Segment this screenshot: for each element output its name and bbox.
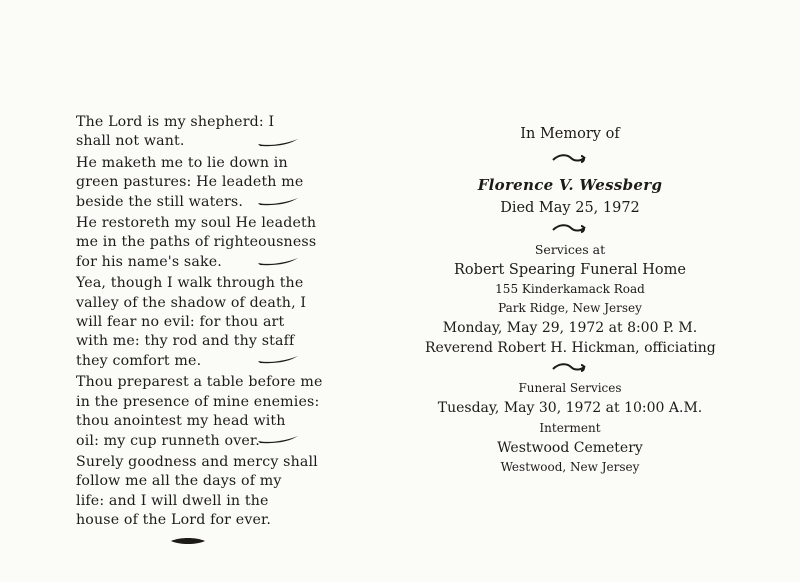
psalm-line: green pastures: He leadeth me: [76, 174, 304, 191]
psalm-line: house of the Lord for ever.: [76, 512, 272, 529]
funeral-home-address: 155 Kinderkamack Road: [495, 282, 645, 296]
psalm-stanza-2: [76, 154, 304, 212]
psalm-23-column: [76, 113, 323, 533]
cemetery-city: Westwood, New Jersey: [500, 460, 640, 474]
quill-flourish-icon: [256, 256, 300, 266]
psalm-stanza-6: [76, 453, 318, 531]
swash-ornament-icon: [551, 222, 589, 234]
psalm-line: me in the paths of righteousness: [76, 234, 317, 251]
memorial-details: [425, 126, 715, 474]
psalm-line: follow me all the days of my: [76, 473, 282, 490]
quill-flourish-icon: [256, 196, 300, 206]
closing-ornament-icon: [168, 535, 208, 547]
officiant: Reverend Robert H. Hickman, officiating: [425, 340, 716, 356]
psalm-line: The Lord is my shepherd: I: [76, 114, 275, 130]
psalm-line: life: and I will dwell in the: [76, 492, 269, 509]
swash-ornament-icon: [551, 361, 589, 373]
psalm-line: Surely goodness and mercy shall: [76, 453, 318, 470]
quill-flourish-icon: [256, 354, 300, 364]
psalm-stanza-1: [76, 113, 300, 152]
psalm-line: Thou preparest a table before me: [76, 374, 323, 391]
cemetery-name: Westwood Cemetery: [497, 440, 643, 456]
psalm-line: in the presence of mine enemies:: [76, 393, 320, 410]
funeral-services-label: Funeral Services: [518, 381, 622, 395]
psalm-line: Yea, though I walk through the: [76, 275, 304, 292]
interment-label: Interment: [539, 421, 601, 435]
psalm-stanza-5: [76, 373, 323, 451]
psalm-stanza-3: [76, 214, 317, 272]
funeral-datetime: Tuesday, May 30, 1972 at 10:00 A.M.: [437, 400, 703, 416]
quill-flourish-icon: [256, 137, 300, 147]
psalm-line: thou anointest my head with: [76, 413, 286, 430]
funeral-home-city: Park Ridge, New Jersey: [498, 301, 642, 315]
psalm-line: will fear no evil: for thou art: [76, 314, 285, 331]
psalm-line: oil: my cup runneth over.: [76, 432, 260, 449]
psalm-line: valley of the shadow of death, I: [76, 294, 307, 311]
psalm-stanza-4: [76, 274, 307, 371]
psalm-line: shall not want.: [76, 133, 185, 150]
psalm-line: He maketh me to lie down in: [76, 154, 288, 171]
psalm-line: with me: thy rod and thy staff: [76, 333, 295, 350]
psalm-line: He restoreth my soul He leadeth: [76, 215, 317, 232]
deceased-name: Florence V. Wessberg: [477, 176, 663, 194]
death-date: Died May 25, 1972: [500, 200, 640, 216]
funeral-home-name: Robert Spearing Funeral Home: [454, 262, 686, 278]
swash-ornament-icon: [551, 152, 589, 164]
service-datetime: Monday, May 29, 1972 at 8:00 P. M.: [442, 320, 698, 336]
psalm-line: for his name's sake.: [76, 253, 222, 270]
psalm-line: they comfort me.: [76, 352, 202, 369]
memorial-heading: In Memory of: [520, 126, 620, 142]
psalm-line: beside the still waters.: [76, 193, 244, 210]
quill-flourish-icon: [256, 434, 300, 444]
services-at-label: Services at: [534, 242, 606, 257]
